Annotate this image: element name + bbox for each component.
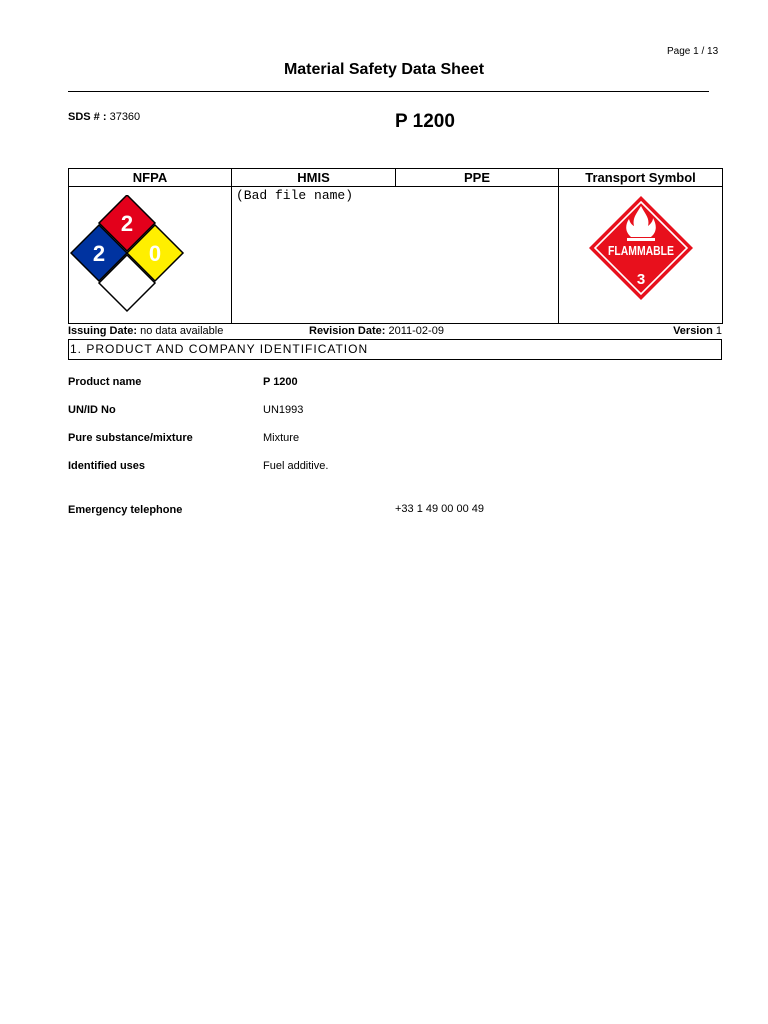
version [673, 325, 722, 337]
emergency-telephone-value: +33 1 49 00 00 49 [395, 503, 484, 515]
sds-label: SDS # : [68, 111, 107, 123]
product-name-label: Product name [68, 376, 142, 388]
substance-value: Mixture [263, 432, 300, 444]
hmis-cell [232, 187, 396, 324]
nfpa-health-value: 2 [92, 241, 106, 266]
un-id-value: UN1993 [263, 404, 304, 416]
issuing-date-label: Issuing Date: [68, 325, 138, 337]
ppe-cell [396, 187, 559, 324]
version-label: Version [673, 325, 713, 337]
hazard-ratings-table [68, 168, 723, 324]
substance-label: Pure substance/mixture [68, 432, 193, 444]
product-name-value: P 1200 [263, 376, 298, 388]
transport-label: FLAMMABLE [608, 243, 675, 258]
header-transport-symbol: Transport Symbol [559, 169, 723, 187]
header-divider [68, 91, 709, 92]
header-nfpa: NFPA [69, 169, 232, 187]
header-hmis: HMIS [232, 169, 396, 187]
transport-class: 3 [636, 271, 646, 288]
nfpa-flammability-value: 2 [120, 211, 134, 236]
hmis-image-error: (Bad file name) [236, 188, 354, 203]
un-id-label: UN/ID No [68, 404, 116, 416]
section-1-heading [68, 339, 722, 360]
section-1-title: 1. PRODUCT AND COMPANY IDENTIFICATION [70, 342, 369, 356]
nfpa-cell [69, 187, 232, 324]
page-number: Page 1 / 13 [667, 46, 719, 57]
nfpa-instability-value: 0 [148, 241, 162, 266]
revision-date-label: Revision Date: [309, 325, 386, 337]
identified-uses-label: Identified uses [68, 460, 146, 472]
header-ppe: PPE [396, 169, 559, 187]
product-code-heading: P 1200 [395, 111, 455, 132]
revision-date [309, 325, 444, 337]
sds-value: 37360 [109, 111, 141, 123]
transport-cell [559, 187, 723, 324]
identified-uses-value: Fuel additive. [263, 460, 329, 472]
issuing-date-value: no data available [140, 325, 224, 337]
flammable-placard-icon [587, 194, 695, 304]
issuing-date [68, 325, 223, 337]
nfpa-diamond-icon [70, 195, 186, 317]
revision-date-value: 2011-02-09 [388, 325, 444, 337]
document-title: Material Safety Data Sheet [283, 61, 485, 78]
version-value: 1 [715, 325, 722, 337]
emergency-telephone-label: Emergency telephone [68, 504, 183, 516]
